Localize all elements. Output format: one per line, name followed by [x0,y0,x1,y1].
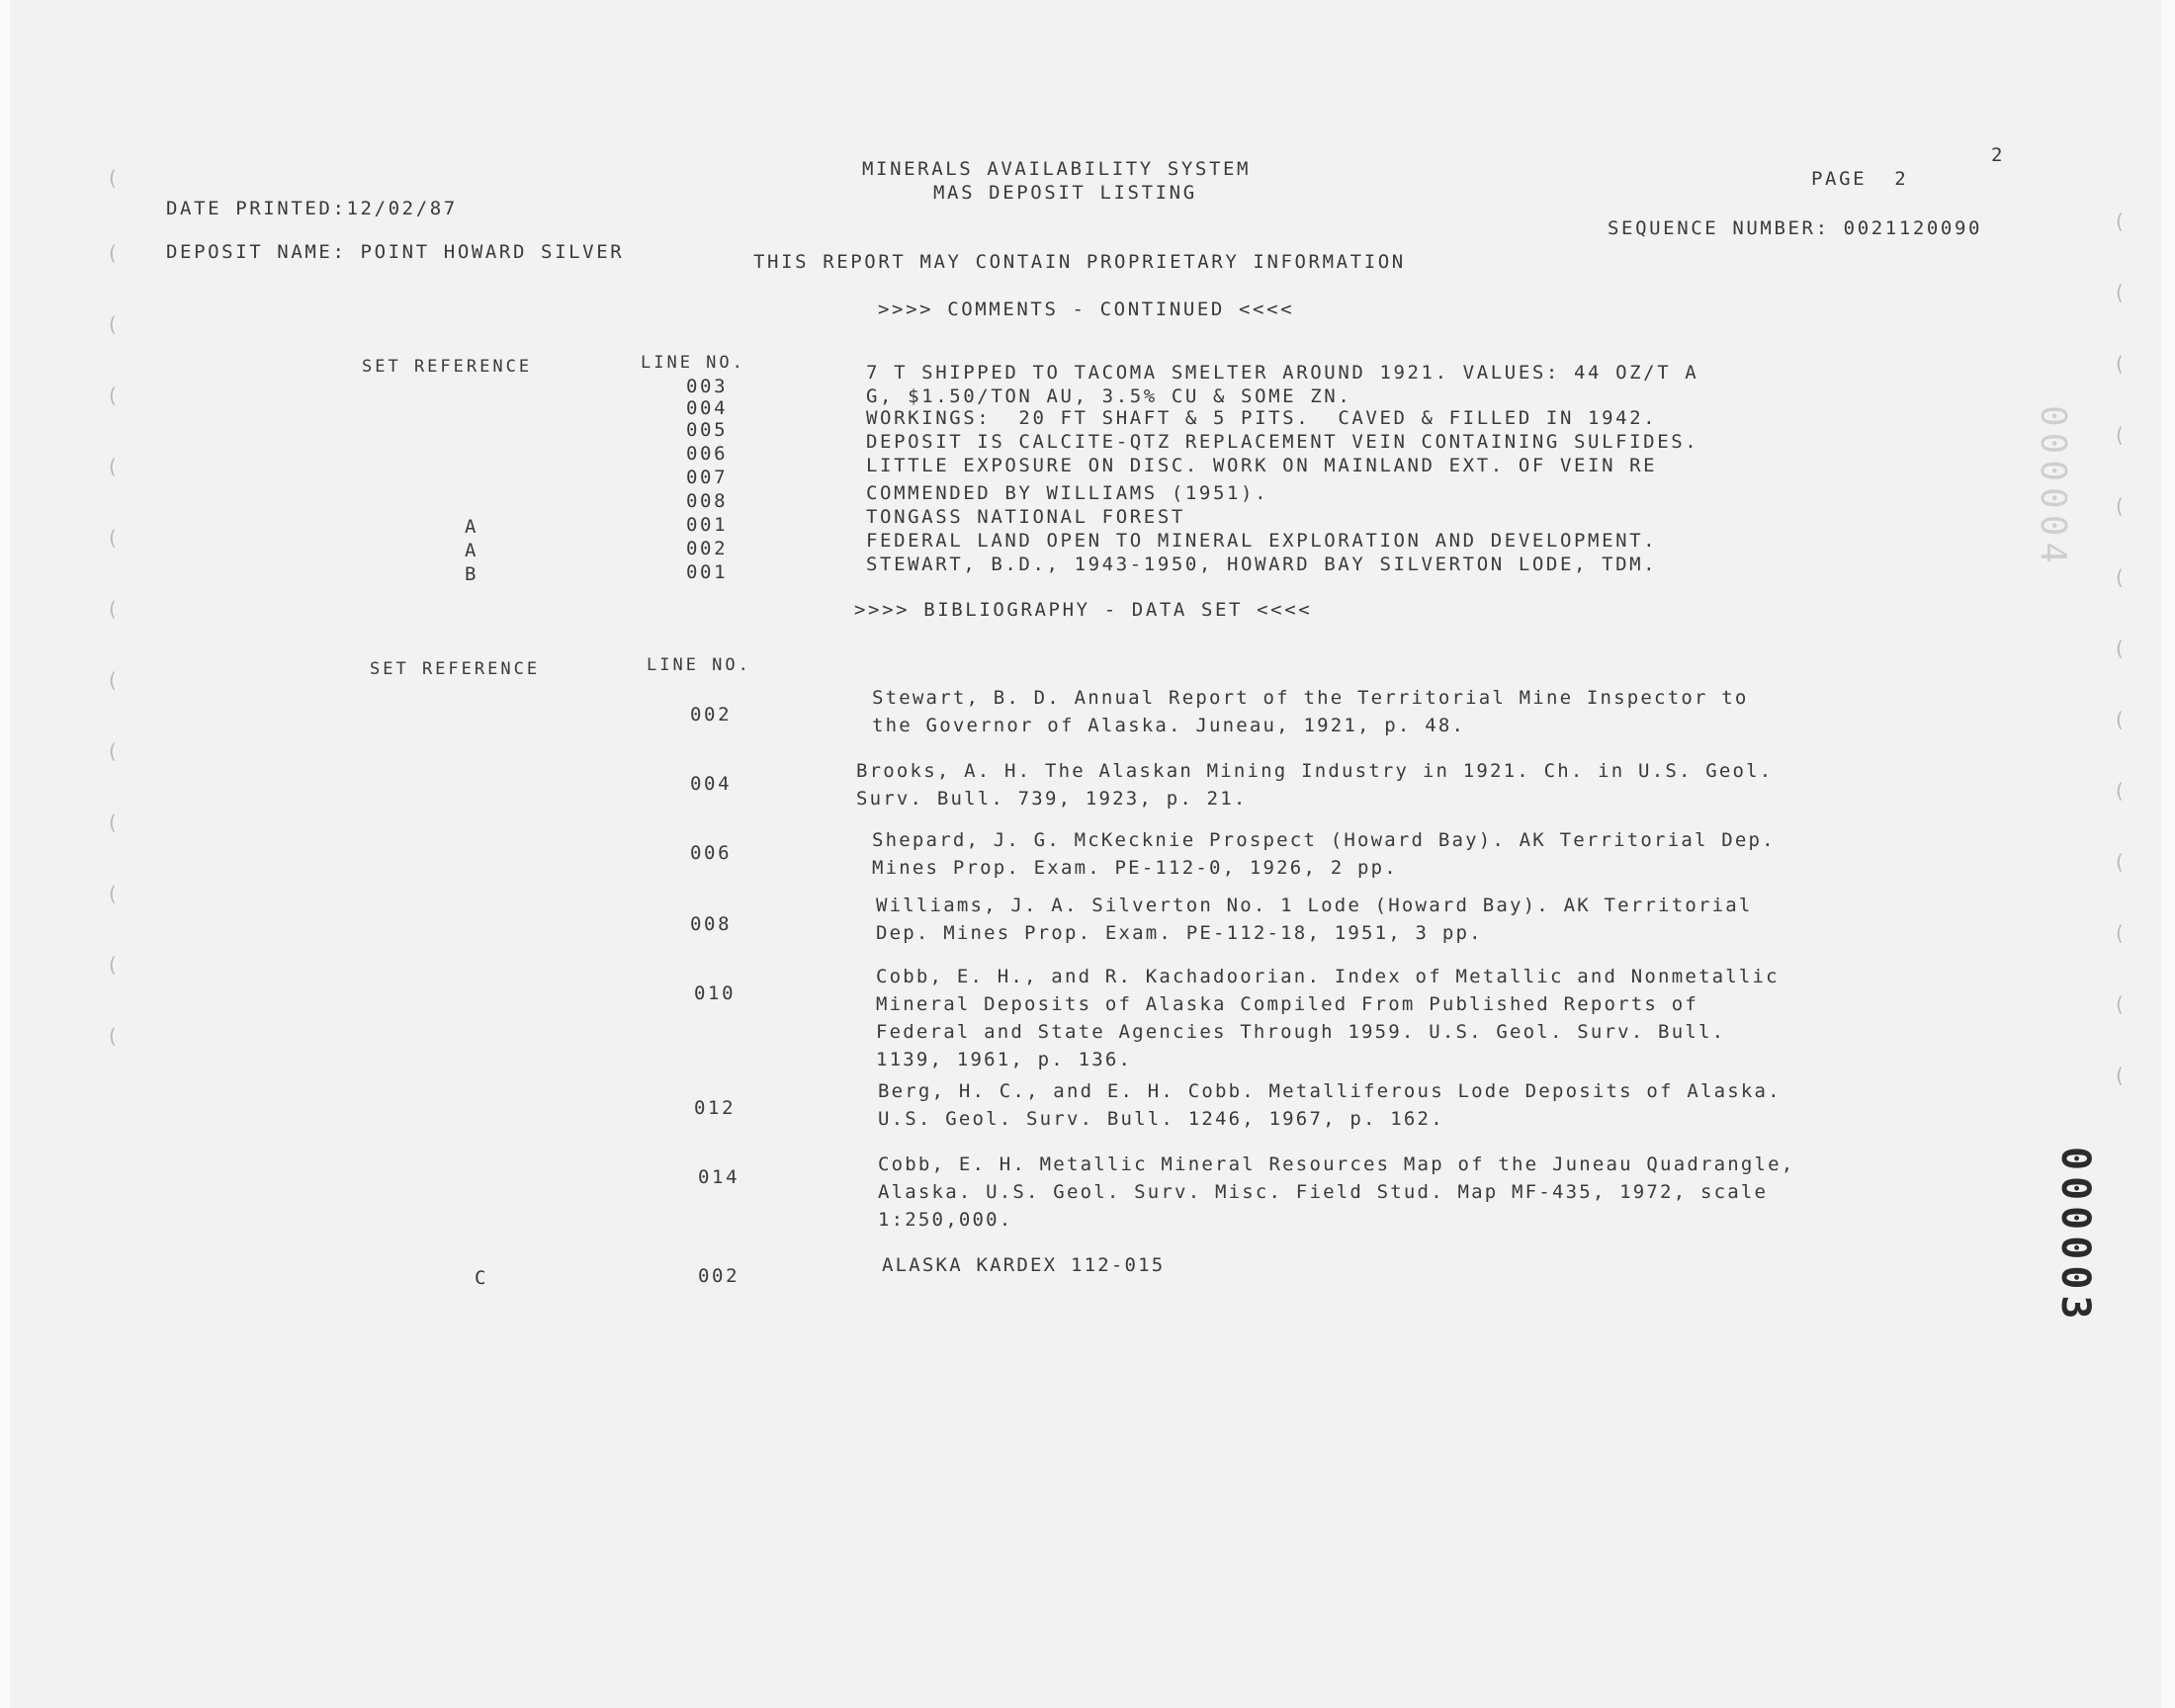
feed-hole-icon: ( [2116,779,2124,803]
comment-line-no: 006 [686,443,729,465]
date-printed: DATE PRINTED:12/02/87 [166,198,458,219]
feed-hole-icon: ( [109,384,117,407]
feed-hole-icon: ( [109,312,117,336]
faint-stamp-number: 000004 [2033,405,2073,570]
comment-text: LITTLE EXPOSURE ON DISC. WORK ON MAINLAND EXT. OF VEIN RE [866,455,1658,476]
feed-hole-icon: ( [2116,352,2124,376]
page-right-edge [2161,0,2175,1708]
feed-hole-icon: ( [109,597,117,621]
bibliography-col-line-no: LINE NO. [647,655,751,675]
feed-hole-icon: ( [109,668,117,692]
feed-hole-icon: ( [2116,992,2124,1016]
bibliography-line-no: 014 [698,1166,740,1188]
feed-hole-icon: ( [2116,708,2124,731]
feed-hole-icon: ( [2116,921,2124,945]
comment-text: WORKINGS: 20 FT SHAFT & 5 PITS. CAVED & FILLED IN 1942. [866,407,1658,429]
comment-row [0,0,28,43]
bibliography-col-set-reference: SET REFERENCE [370,659,541,679]
proprietary-notice: THIS REPORT MAY CONTAIN PROPRIETARY INFORMATION [753,251,1406,273]
bibliography-line-no: 008 [690,913,733,935]
feed-hole-icon: ( [109,882,117,905]
bibliography-text: Stewart, B. D. Annual Report of the Territorial Mine Inspector to the Governor of Alaska. Juneau, 1921, p. 48. [872,687,1749,736]
feed-hole-icon: ( [109,953,117,977]
comment-set-ref: A [465,540,479,561]
bibliography-line-no: 012 [694,1097,737,1119]
comment-text: STEWART, B.D., 1943-1950, HOWARD BAY SILVERTON LODE, TDM. [866,554,1658,575]
comment-line-no: 008 [686,490,729,512]
feed-hole-icon: ( [2116,423,2124,447]
comment-text: COMMENDED BY WILLIAMS (1951). [866,482,1269,504]
bibliography-text: Williams, J. A. Silverton No. 1 Lode (Howard Bay). AK Territorial Dep. Mines Prop. Exam. PE-112-18, 1951, 3 pp. [876,895,1753,944]
bibliography-line-no: 002 [690,704,733,726]
bibliography-text: ALASKA KARDEX 112-015 [882,1254,1166,1276]
feed-hole-icon: ( [109,811,117,834]
bibliography-set-ref: C [475,1267,489,1289]
comment-text: DEPOSIT IS CALCITE-QTZ REPLACEMENT VEIN CONTAINING SULFIDES. [866,431,1699,453]
feed-hole-icon: ( [2116,637,2124,660]
comment-line-no: 001 [686,561,729,583]
bibliography-text: Shepard, J. G. McKecknie Prospect (Howard Bay). AK Territorial Dep. Mines Prop. Exam. PE-112-0, 1926, 2 pp. [872,829,1776,879]
comment-line-no: 007 [686,467,729,488]
comment-text: G, $1.50/TON AU, 3.5% CU & SOME ZN. [866,385,1352,407]
comments-col-line-no: LINE NO. [641,353,745,373]
feed-hole-icon: ( [109,739,117,763]
feed-hole-icon: ( [109,455,117,478]
bibliography-text: Berg, H. C., and E. H. Cobb. Metalliferous Lode Deposits of Alaska. U.S. Geol. Surv. Bull. 1246, 1967, p. 162. [878,1080,1782,1130]
comment-text: 7 T SHIPPED TO TACOMA SMELTER AROUND 1921. VALUES: 44 OZ/T A [866,362,1699,384]
comment-line-no: 004 [686,397,729,419]
feed-hole-icon: ( [109,1024,117,1048]
bibliography-line-no: 004 [690,773,733,795]
bibliography-line-no: 002 [698,1265,740,1287]
feed-hole-icon: ( [109,241,117,265]
feed-hole-icon: ( [2116,494,2124,518]
comment-text: TONGASS NATIONAL FOREST [866,506,1185,528]
comments-col-set-reference: SET REFERENCE [362,357,533,377]
comment-line-no: 003 [686,376,729,397]
comment-text: FEDERAL LAND OPEN TO MINERAL EXPLORATION AND DEVELOPMENT. [866,530,1658,552]
comment-line-no: 001 [686,514,729,536]
bibliography-text: Brooks, A. H. The Alaskan Mining Industry in 1921. Ch. in U.S. Geol. Surv. Bull. 739, 1923, p. 21. [856,760,1774,810]
feed-hole-icon: ( [2116,1064,2124,1087]
page-number: PAGE 2 [1811,168,1909,190]
feed-hole-icon: ( [109,526,117,550]
listing-title: MAS DEPOSIT LISTING [933,182,1197,204]
sequence-number: SEQUENCE NUMBER: 0021120090 [1608,217,1983,239]
bibliography-text: Cobb, E. H., and R. Kachadoorian. Index of Metallic and Nonmetallic Mineral Deposits of Alaska Compiled From Published Reports of Federal and State Agencies Through 1959. U.S. Geol. Surv. Bull. 1139, 1961, p. 136. [876,966,1780,1070]
feed-hole-icon: ( [2116,210,2124,233]
comment-line-no: 005 [686,419,729,441]
system-title: MINERALS AVAILABILITY SYSTEM [862,158,1252,180]
feed-hole-icon: ( [2116,565,2124,589]
dark-stamp-number: 000003 [2052,1147,2098,1325]
comment-set-ref: B [465,563,479,585]
handwritten-page-number: 2 [1991,144,2006,166]
feed-hole-icon: ( [2116,850,2124,874]
bibliography-text: Cobb, E. H. Metallic Mineral Resources Map of the Juneau Quadrangle, Alaska. U.S. Geol. Surv. Misc. Field Stud. Map MF-435, 1972, scale 1:250,000. [878,1153,1795,1231]
bibliography-line-no: 006 [690,842,733,864]
bibliography-section-title: >>>> BIBLIOGRAPHY - DATA SET <<<< [854,599,1313,621]
comments-section-title: >>>> COMMENTS - CONTINUED <<<< [878,299,1295,320]
comment-line-no: 002 [686,538,729,559]
comment-set-ref: A [465,516,479,538]
page-left-edge [0,0,10,1708]
deposit-name: DEPOSIT NAME: POINT HOWARD SILVER [166,241,625,263]
feed-hole-icon: ( [2116,281,2124,304]
feed-hole-icon: ( [109,166,117,190]
bibliography-line-no: 010 [694,982,737,1004]
